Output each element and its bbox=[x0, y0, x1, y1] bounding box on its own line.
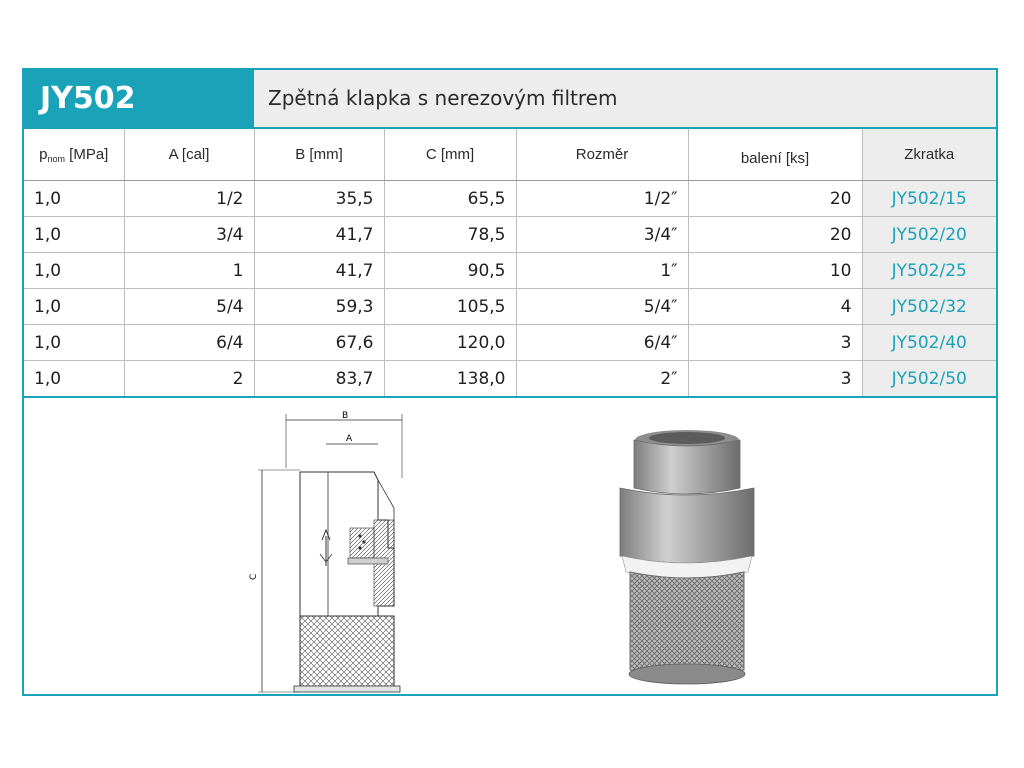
table-row bbox=[24, 181, 996, 217]
table-row bbox=[24, 217, 996, 253]
cell-rozmer: 6/4″ bbox=[516, 325, 688, 361]
table-header-row bbox=[24, 128, 996, 181]
cell-c: 90,5 bbox=[384, 253, 516, 289]
cell-b: 83,7 bbox=[254, 361, 384, 398]
cell-c: 65,5 bbox=[384, 181, 516, 217]
cell-zkratka: JY502/15 bbox=[862, 181, 996, 217]
cell-a: 6/4 bbox=[124, 325, 254, 361]
dimension-b-label: B bbox=[342, 411, 349, 421]
cell-rozmer: 5/4″ bbox=[516, 289, 688, 325]
cell-pressure: 1,0 bbox=[24, 289, 124, 325]
cell-zkratka: JY502/20 bbox=[862, 217, 996, 253]
table-row bbox=[24, 325, 996, 361]
table-row bbox=[24, 289, 996, 325]
cell-a: 3/4 bbox=[124, 217, 254, 253]
table-row bbox=[24, 361, 996, 398]
cell-c: 78,5 bbox=[384, 217, 516, 253]
table-row bbox=[24, 253, 996, 289]
cell-b: 59,3 bbox=[254, 289, 384, 325]
cell-c: 120,0 bbox=[384, 325, 516, 361]
cell-pressure: 1,0 bbox=[24, 181, 124, 217]
cell-rozmer: 1/2″ bbox=[516, 181, 688, 217]
spec-table bbox=[24, 127, 996, 398]
col-header-b: B [mm] bbox=[254, 128, 384, 181]
cell-pressure: 1,0 bbox=[24, 361, 124, 398]
technical-drawing bbox=[249, 408, 414, 694]
cell-a: 5/4 bbox=[124, 289, 254, 325]
cell-baleni: 3 bbox=[688, 325, 862, 361]
product-photo bbox=[612, 426, 762, 688]
cell-baleni: 4 bbox=[688, 289, 862, 325]
col-header-c: C [mm] bbox=[384, 128, 516, 181]
cell-b: 35,5 bbox=[254, 181, 384, 217]
dimension-c-label: C bbox=[249, 573, 259, 580]
cell-baleni: 20 bbox=[688, 217, 862, 253]
cell-pressure: 1,0 bbox=[24, 325, 124, 361]
cell-c: 105,5 bbox=[384, 289, 516, 325]
cell-zkratka: JY502/50 bbox=[862, 361, 996, 398]
cell-c: 138,0 bbox=[384, 361, 516, 398]
cell-pressure: 1,0 bbox=[24, 217, 124, 253]
col-header-a: A [cal] bbox=[124, 128, 254, 181]
cell-baleni: 3 bbox=[688, 361, 862, 398]
col-header-rozmer: Rozměr bbox=[516, 128, 688, 181]
product-card bbox=[22, 68, 998, 696]
cell-baleni: 20 bbox=[688, 181, 862, 217]
cell-zkratka: JY502/32 bbox=[862, 289, 996, 325]
cell-baleni: 10 bbox=[688, 253, 862, 289]
cell-zkratka: JY502/40 bbox=[862, 325, 996, 361]
cell-b: 41,7 bbox=[254, 217, 384, 253]
cell-b: 41,7 bbox=[254, 253, 384, 289]
cell-rozmer: 2″ bbox=[516, 361, 688, 398]
col-header-pressure: $p_{nom}$ [MPa] bbox=[24, 128, 124, 181]
cell-rozmer: 3/4″ bbox=[516, 217, 688, 253]
cell-zkratka: JY502/25 bbox=[862, 253, 996, 289]
cell-pressure: 1,0 bbox=[24, 253, 124, 289]
cell-a: 2 bbox=[124, 361, 254, 398]
cell-rozmer: 1″ bbox=[516, 253, 688, 289]
col-header-baleni: balení [ks] bbox=[688, 128, 862, 181]
cell-b: 67,6 bbox=[254, 325, 384, 361]
dimension-a-label: A bbox=[346, 434, 353, 444]
cell-a: 1/2 bbox=[124, 181, 254, 217]
cell-a: 1 bbox=[124, 253, 254, 289]
col-header-zkratka: Zkratka bbox=[862, 128, 996, 181]
product-title: Zpětná klapka s nerezovým filtrem bbox=[254, 70, 996, 127]
product-code: JY502 bbox=[24, 70, 254, 127]
